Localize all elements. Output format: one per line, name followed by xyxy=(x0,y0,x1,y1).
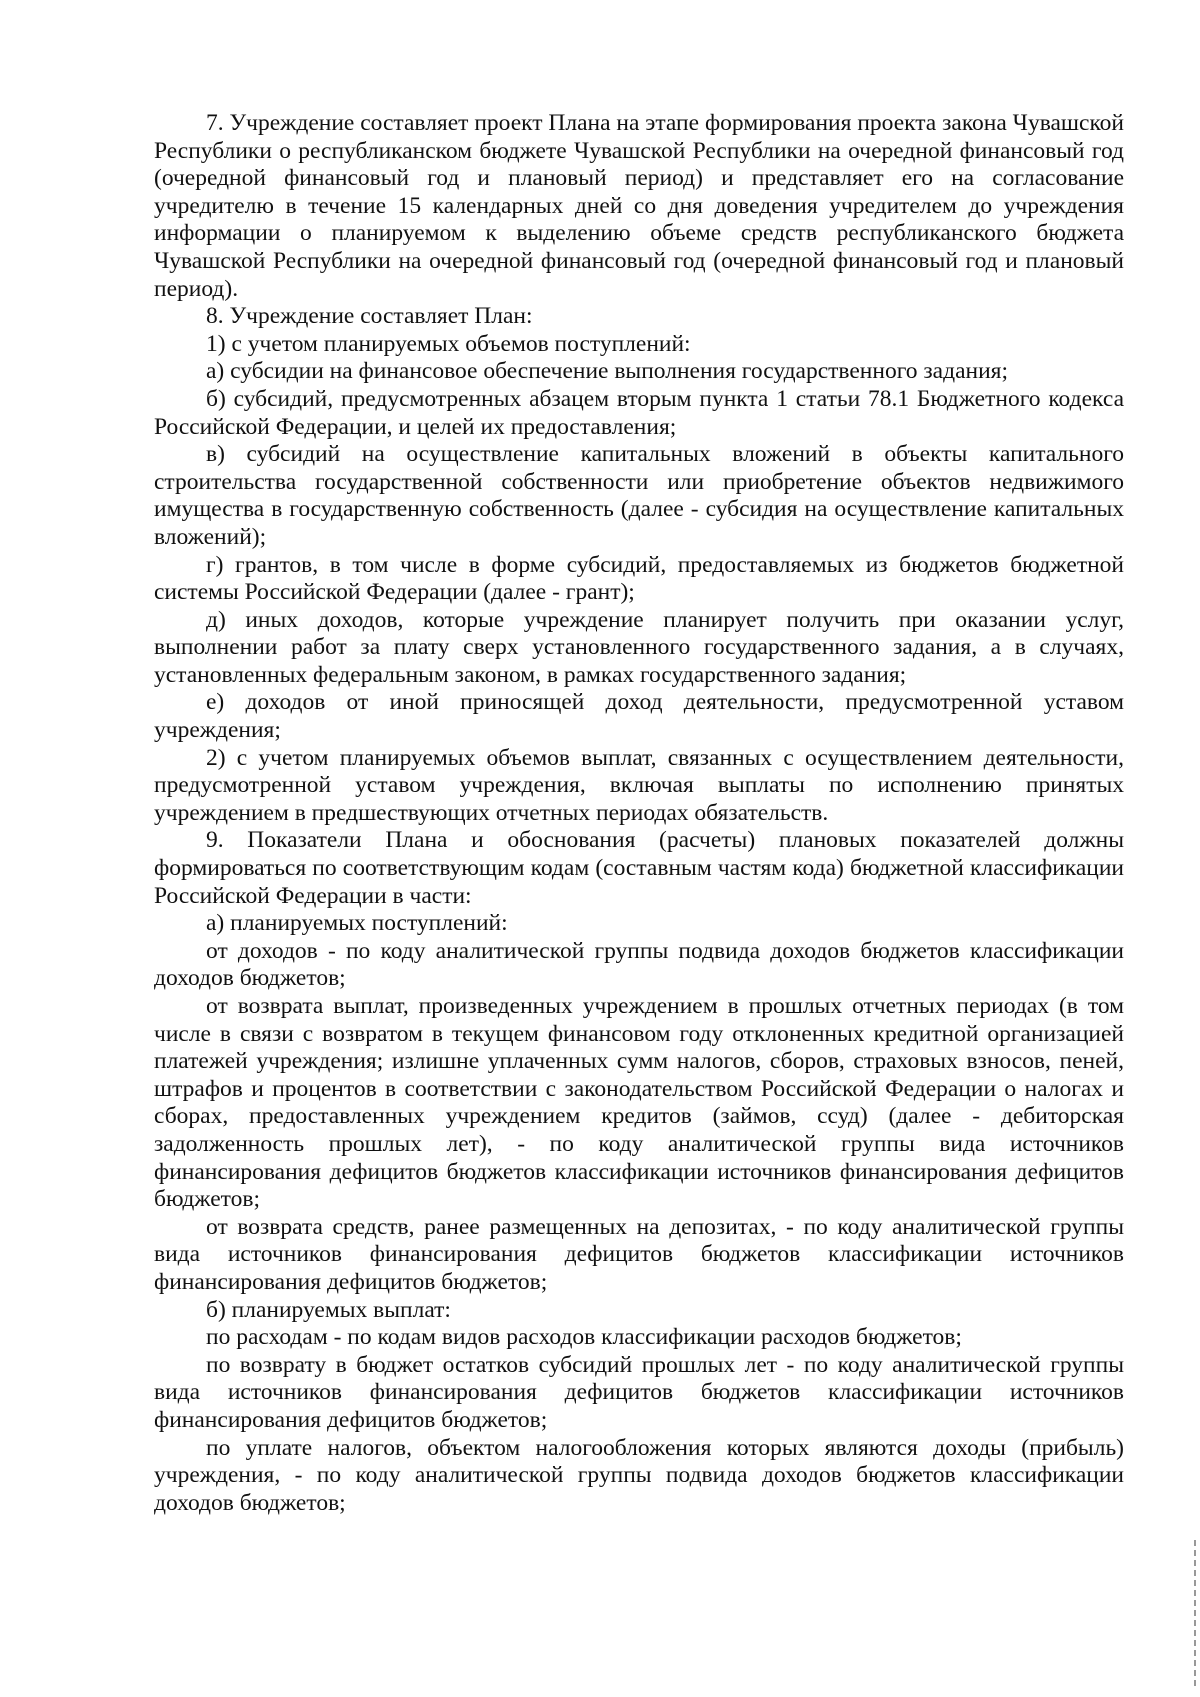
paragraph: б) планируемых выплат: xyxy=(206,1296,451,1323)
paragraph: от возврата выплат, произведенных учреждением в прошлых отчетных периодах (в том числе в связи с возвратом в текущем финансовом году отклоненных кредитной организацией платежей учреждения; излишне уплаченных сумм налогов, сборов, страховых взносов, пеней, штрафов и процентов в соответствии с законодательством Российской Федерации о налогах и сборах, предоставленных учреждением кредитов (займов, ссуд) (далее - дебиторская задолженность прошлых лет), - по коду аналитической группы вида источников финансирования дефицитов бюджетов классификации источников финансирования дефицитов бюджетов; xyxy=(154,993,1124,1213)
paragraph: по уплате налогов, объектом налогообложения которых являются доходы (прибыль) учреждения, - по коду аналитической группы подвида доходов бюджетов классификации доходов бюджетов; xyxy=(154,1434,1124,1516)
paragraph: 9. Показатели Плана и обоснования (расчеты) плановых показателей должны формироваться по соответствующим кодам (составным частям кода) бюджетной классификации Российской Федерации в части: xyxy=(154,827,1124,909)
paragraph: а) планируемых поступлений: xyxy=(206,910,508,937)
paragraph: по возврату в бюджет остатков субсидий прошлых лет - по коду аналитической группы вида источников финансирования дефицитов бюджетов классификации источников финансирования дефицитов бюджетов; xyxy=(154,1351,1124,1433)
paragraph: а) субсидии на финансовое обеспечение выполнения государственного задания; xyxy=(206,358,1008,385)
paragraph: 8. Учреждение составляет План: xyxy=(206,303,533,330)
document-page xyxy=(154,110,1124,1517)
paragraph: в) субсидий на осуществление капитальных вложений в объекты капитального строительства государственной собственности или приобретение объектов недвижимого имущества в государственную собственность (далее - субсидия на осуществление капитальных вложений); xyxy=(154,441,1124,550)
paragraph: по расходам - по кодам видов расходов классификации расходов бюджетов; xyxy=(206,1324,962,1351)
paragraph: д) иных доходов, которые учреждение планирует получить при оказании услуг, выполнении работ за плату сверх установленного государственного задания, а в случаях, установленных федеральным законом, в рамках государственного задания; xyxy=(154,606,1124,688)
paragraph: б) субсидий, предусмотренных абзацем вторым пункта 1 статьи 78.1 Бюджетного кодекса Российской Федерации, и целей их предоставления; xyxy=(154,385,1124,440)
paragraph: г) грантов, в том числе в форме субсидий, предоставляемых из бюджетов бюджетной системы Российской Федерации (далее - грант); xyxy=(154,551,1124,606)
paragraph: от возврата средств, ранее размещенных на депозитах, - по коду аналитической группы вида источников финансирования дефицитов бюджетов классификации источников финансирования дефицитов бюджетов; xyxy=(154,1213,1124,1295)
scan-edge-mark xyxy=(1194,1540,1196,1690)
paragraph: 2) с учетом планируемых объемов выплат, связанных с осуществлением деятельности, предусмотренной уставом учреждения, включая выплаты по исполнению принятых учреждением в предшествующих отчетных периодах обязательств. xyxy=(154,744,1124,826)
paragraph: от доходов - по коду аналитической группы подвида доходов бюджетов классификации доходов бюджетов; xyxy=(154,937,1124,992)
paragraph: 1) с учетом планируемых объемов поступлений: xyxy=(206,330,691,357)
paragraph: 7. Учреждение составляет проект Плана на этапе формирования проекта закона Чувашской Республики о республиканском бюджете Чувашской Республики на очередной финансовый год (очередной финансовый год и плановый период) и представляет его на согласование учредителю в течение 15 календарных дней со дня доведения учредителем до учреждения информации о планируемом к выделению объеме средств республиканского бюджета Чувашской Республики на очередной финансовый год (очередной финансовый год и плановый период). xyxy=(154,110,1124,302)
paragraph: е) доходов от иной приносящей доход деятельности, предусмотренной уставом учреждения; xyxy=(154,689,1124,744)
